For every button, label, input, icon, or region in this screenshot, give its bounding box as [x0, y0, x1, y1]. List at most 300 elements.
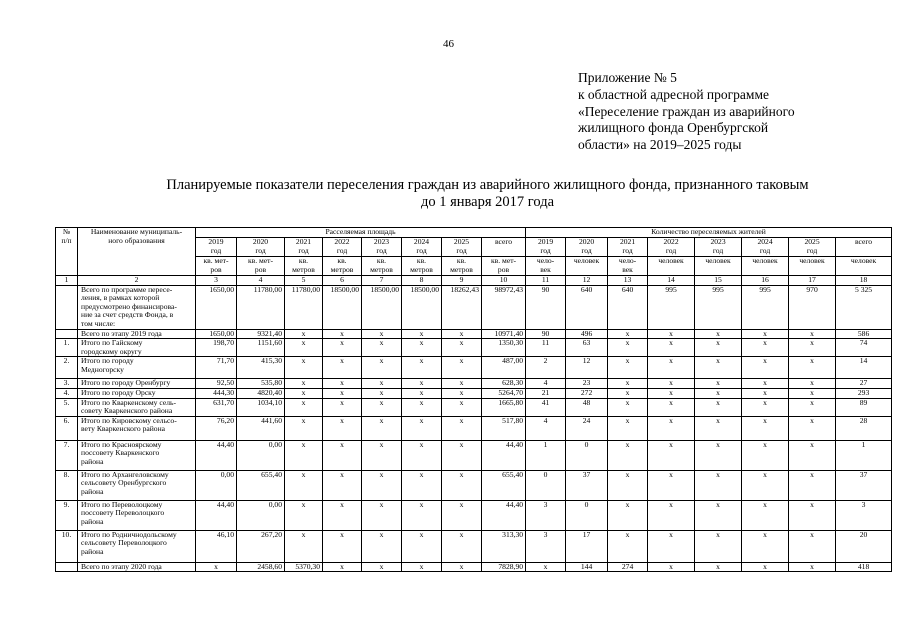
header-row: [56, 228, 892, 238]
area-value: 1665,80: [482, 398, 526, 416]
people-value: x: [608, 339, 648, 357]
header-people-unit: человек: [789, 257, 836, 276]
header-people-unit: человек: [648, 257, 695, 276]
people-value: x: [608, 530, 648, 562]
header-area-unit: кв. мет- ров: [196, 257, 237, 276]
area-value: 18500,00: [362, 285, 402, 329]
people-value: 0: [566, 440, 608, 470]
header-people-unit: человек: [742, 257, 789, 276]
people-value: x: [648, 500, 695, 530]
municipality-name: Всего по программе пересе- ления, в рамках которой предусмотрено финансирова- ние за счет средств Фонда, в том числе:: [78, 285, 196, 329]
appendix-line: к областной адресной программе: [578, 86, 769, 102]
row-number: 1.: [56, 339, 78, 357]
area-value: x: [402, 416, 442, 440]
header-people-unit: человек: [836, 257, 892, 276]
people-value: 37: [836, 470, 892, 500]
area-value: x: [442, 470, 482, 500]
area-value: x: [323, 500, 362, 530]
header-people-year: 2023 год: [695, 238, 742, 257]
area-value: x: [402, 329, 442, 339]
header-people-unit: чело- век: [526, 257, 566, 276]
people-value: 274: [608, 562, 648, 572]
people-value: x: [608, 379, 648, 389]
people-value: 27: [836, 379, 892, 389]
area-value: 441,60: [237, 416, 285, 440]
header-area-unit: кв. мет- ров: [237, 257, 285, 276]
area-value: 1650,00: [196, 329, 237, 339]
people-value: x: [695, 530, 742, 562]
column-number: 2: [78, 276, 196, 286]
area-value: 1350,30: [482, 339, 526, 357]
column-number: 12: [566, 276, 608, 286]
people-value: 3: [526, 530, 566, 562]
area-value: x: [362, 440, 402, 470]
area-value: x: [362, 416, 402, 440]
people-value: x: [789, 562, 836, 572]
people-value: 995: [648, 285, 695, 329]
people-value: 640: [566, 285, 608, 329]
area-value: x: [285, 500, 323, 530]
area-value: 1650,00: [196, 285, 237, 329]
header-people-unit: чело- век: [608, 257, 648, 276]
area-value: 0,00: [237, 500, 285, 530]
area-value: x: [285, 416, 323, 440]
table-row: [56, 379, 892, 389]
area-value: 0,00: [196, 470, 237, 500]
area-value: 655,40: [482, 470, 526, 500]
area-value: x: [323, 440, 362, 470]
people-value: x: [648, 562, 695, 572]
header-people-year: 2021 год: [608, 238, 648, 257]
people-value: x: [695, 388, 742, 398]
people-value: x: [789, 470, 836, 500]
header-area-unit: кв. метров: [285, 257, 323, 276]
area-value: x: [402, 379, 442, 389]
people-value: x: [742, 379, 789, 389]
area-value: x: [285, 530, 323, 562]
area-value: 46,10: [196, 530, 237, 562]
appendix-block: [578, 70, 795, 154]
people-value: 28: [836, 416, 892, 440]
row-number: [56, 329, 78, 339]
appendix-line: «Переселение граждан из аварийного: [578, 103, 795, 119]
area-value: 44,40: [482, 440, 526, 470]
people-value: 3: [526, 500, 566, 530]
area-value: 444,30: [196, 388, 237, 398]
people-value: 640: [608, 285, 648, 329]
municipality-name: Итого по Гайскому городскому округу: [78, 339, 196, 357]
people-value: x: [742, 500, 789, 530]
municipality-name: Итого по Переволоцкому поссовету Переволоцкого района: [78, 500, 196, 530]
area-value: 7828,90: [482, 562, 526, 572]
people-value: 418: [836, 562, 892, 572]
people-value: x: [789, 500, 836, 530]
header-people-year: 2024 год: [742, 238, 789, 257]
header-people-year: 2022 год: [648, 238, 695, 257]
people-value: x: [608, 470, 648, 500]
resettlement-table: [55, 227, 892, 572]
people-value: x: [742, 530, 789, 562]
header-area-year: 2020 год: [237, 238, 285, 257]
header-people-year: 2025 год: [789, 238, 836, 257]
people-value: x: [648, 379, 695, 389]
header-area-unit: кв. метров: [323, 257, 362, 276]
people-value: x: [742, 416, 789, 440]
column-number: 15: [695, 276, 742, 286]
people-value: 74: [836, 339, 892, 357]
area-value: 487,00: [482, 357, 526, 379]
area-value: x: [442, 440, 482, 470]
area-value: 5370,30: [285, 562, 323, 572]
people-value: x: [742, 329, 789, 339]
column-number: 16: [742, 276, 789, 286]
people-value: 41: [526, 398, 566, 416]
area-value: x: [323, 329, 362, 339]
area-value: x: [323, 398, 362, 416]
municipality-name: Всего по этапу 2019 года: [78, 329, 196, 339]
people-value: x: [695, 562, 742, 572]
people-value: x: [608, 388, 648, 398]
people-value: 89: [836, 398, 892, 416]
area-value: 1034,10: [237, 398, 285, 416]
municipality-name: Итого по Архангеловскому сельсовету Оренбургского района: [78, 470, 196, 500]
header-area-unit: кв. метров: [402, 257, 442, 276]
people-value: x: [789, 440, 836, 470]
area-value: 10971,40: [482, 329, 526, 339]
header-area-unit: кв. мет- ров: [482, 257, 526, 276]
people-value: 1: [526, 440, 566, 470]
people-value: 37: [566, 470, 608, 500]
area-value: x: [442, 388, 482, 398]
header-area-group: Расселяемая площадь: [196, 228, 526, 238]
table-row: [56, 339, 892, 357]
area-value: 628,30: [482, 379, 526, 389]
area-value: x: [442, 339, 482, 357]
column-number: 5: [285, 276, 323, 286]
area-value: x: [285, 440, 323, 470]
people-value: 144: [566, 562, 608, 572]
people-value: x: [648, 388, 695, 398]
table-row: [56, 500, 892, 530]
people-value: x: [648, 416, 695, 440]
table-row: [56, 398, 892, 416]
area-value: x: [323, 562, 362, 572]
people-value: 1: [836, 440, 892, 470]
area-value: 415,30: [237, 357, 285, 379]
area-value: 44,40: [196, 500, 237, 530]
people-value: x: [695, 500, 742, 530]
area-value: 4820,40: [237, 388, 285, 398]
municipality-name: Итого по Кировскому сельсо- вету Кваркенского района: [78, 416, 196, 440]
table-row: [56, 440, 892, 470]
header-area-unit: кв. метров: [442, 257, 482, 276]
area-value: x: [442, 416, 482, 440]
people-value: 48: [566, 398, 608, 416]
area-value: x: [402, 530, 442, 562]
people-value: x: [648, 357, 695, 379]
people-value: x: [789, 357, 836, 379]
area-value: 18500,00: [402, 285, 442, 329]
people-value: x: [695, 440, 742, 470]
row-number: [56, 562, 78, 572]
municipality-name: Итого по городу Медногорску: [78, 357, 196, 379]
column-number: 18: [836, 276, 892, 286]
people-value: 20: [836, 530, 892, 562]
area-value: x: [362, 339, 402, 357]
column-number: 1: [56, 276, 78, 286]
header-people-unit: человек: [695, 257, 742, 276]
area-value: x: [323, 388, 362, 398]
people-value: x: [608, 398, 648, 416]
people-value: x: [648, 329, 695, 339]
column-number: 17: [789, 276, 836, 286]
area-value: 1151,60: [237, 339, 285, 357]
header-people-year: 2020 год: [566, 238, 608, 257]
area-value: x: [442, 357, 482, 379]
people-value: x: [648, 398, 695, 416]
area-value: 5264,70: [482, 388, 526, 398]
area-value: x: [402, 388, 442, 398]
people-value: 4: [526, 416, 566, 440]
appendix-line: области» на 2019–2025 годы: [578, 137, 742, 153]
municipality-name: Итого по Красноярскому поссовету Кваркенского района: [78, 440, 196, 470]
area-value: 71,70: [196, 357, 237, 379]
table-row: [56, 530, 892, 562]
people-value: x: [789, 416, 836, 440]
people-value: x: [789, 329, 836, 339]
people-value: x: [789, 339, 836, 357]
people-value: x: [789, 530, 836, 562]
people-value: 995: [742, 285, 789, 329]
area-value: x: [442, 500, 482, 530]
area-value: x: [442, 379, 482, 389]
table-row: [56, 285, 892, 329]
people-value: 586: [836, 329, 892, 339]
column-number: 4: [237, 276, 285, 286]
area-value: 18262,43: [442, 285, 482, 329]
area-value: x: [402, 398, 442, 416]
people-value: x: [648, 440, 695, 470]
header-area-year: 2021 год: [285, 238, 323, 257]
people-value: x: [695, 416, 742, 440]
area-value: 631,70: [196, 398, 237, 416]
people-value: x: [695, 470, 742, 500]
people-value: x: [695, 339, 742, 357]
people-value: 14: [836, 357, 892, 379]
column-number: 6: [323, 276, 362, 286]
municipality-name: Итого по Кваркенскому сель- совету Кваркенского района: [78, 398, 196, 416]
area-value: x: [402, 470, 442, 500]
area-value: x: [285, 398, 323, 416]
people-value: x: [742, 398, 789, 416]
area-value: x: [362, 357, 402, 379]
header-area-year: 2022 год: [323, 238, 362, 257]
people-value: x: [742, 562, 789, 572]
area-value: x: [362, 470, 402, 500]
area-value: x: [362, 329, 402, 339]
area-value: x: [442, 398, 482, 416]
row-number: [56, 285, 78, 329]
area-value: 11780,00: [285, 285, 323, 329]
area-value: x: [362, 562, 402, 572]
people-value: x: [526, 562, 566, 572]
row-number: 7.: [56, 440, 78, 470]
header-number: № п/п: [56, 228, 78, 276]
people-value: x: [648, 530, 695, 562]
header-municipality: Наименование муниципаль- ного образования: [78, 228, 196, 276]
people-value: x: [648, 470, 695, 500]
area-value: x: [285, 379, 323, 389]
people-value: 90: [526, 285, 566, 329]
area-value: x: [402, 562, 442, 572]
appendix-line: Приложение № 5: [578, 70, 677, 85]
area-value: 11780,00: [237, 285, 285, 329]
table-row: [56, 562, 892, 572]
municipality-name: Итого по Родничнодольскому сельсовету Переволоцкого района: [78, 530, 196, 562]
area-value: 18500,00: [323, 285, 362, 329]
people-value: x: [695, 398, 742, 416]
page-number: 46: [443, 38, 454, 50]
document-title: [120, 177, 855, 211]
area-value: x: [362, 500, 402, 530]
area-value: x: [285, 388, 323, 398]
table-row: [56, 388, 892, 398]
people-value: x: [648, 339, 695, 357]
people-value: x: [789, 379, 836, 389]
people-value: 995: [695, 285, 742, 329]
area-value: x: [362, 398, 402, 416]
area-value: x: [323, 379, 362, 389]
title-line: до 1 января 2017 года: [420, 194, 555, 210]
area-value: x: [323, 470, 362, 500]
area-value: 9321,40: [237, 329, 285, 339]
area-value: 655,40: [237, 470, 285, 500]
column-number-row: [56, 276, 892, 286]
people-value: 2: [526, 357, 566, 379]
people-value: 12: [566, 357, 608, 379]
column-number: 11: [526, 276, 566, 286]
people-value: 0: [526, 470, 566, 500]
area-value: x: [196, 562, 237, 572]
table-row: [56, 416, 892, 440]
people-value: x: [742, 470, 789, 500]
area-value: x: [362, 379, 402, 389]
people-value: 293: [836, 388, 892, 398]
people-value: x: [742, 388, 789, 398]
header-area-year: 2025 год: [442, 238, 482, 257]
people-value: x: [608, 329, 648, 339]
people-value: 23: [566, 379, 608, 389]
people-value: 5 325: [836, 285, 892, 329]
column-number: 14: [648, 276, 695, 286]
people-value: x: [608, 500, 648, 530]
people-value: x: [742, 357, 789, 379]
people-value: x: [695, 329, 742, 339]
header-area-unit: кв. метров: [362, 257, 402, 276]
people-value: 3: [836, 500, 892, 530]
area-value: x: [442, 530, 482, 562]
area-value: x: [323, 416, 362, 440]
area-value: 92,50: [196, 379, 237, 389]
area-value: 76,20: [196, 416, 237, 440]
people-value: 17: [566, 530, 608, 562]
column-number: 7: [362, 276, 402, 286]
header-people-year: всего: [836, 238, 892, 257]
area-value: x: [323, 530, 362, 562]
column-number: 3: [196, 276, 237, 286]
people-value: x: [695, 357, 742, 379]
people-value: x: [608, 416, 648, 440]
row-number: 10.: [56, 530, 78, 562]
area-value: 313,30: [482, 530, 526, 562]
people-value: 4: [526, 379, 566, 389]
people-value: x: [742, 440, 789, 470]
area-value: x: [285, 357, 323, 379]
area-value: x: [285, 329, 323, 339]
table-row: [56, 329, 892, 339]
area-value: 44,40: [196, 440, 237, 470]
row-number: 9.: [56, 500, 78, 530]
area-value: x: [362, 530, 402, 562]
column-number: 13: [608, 276, 648, 286]
area-value: 98972,43: [482, 285, 526, 329]
people-value: 21: [526, 388, 566, 398]
row-number: 5.: [56, 398, 78, 416]
header-area-year: 2023 год: [362, 238, 402, 257]
header-people-group: Количество переселяемых жителей: [526, 228, 892, 238]
header-area-year: 2019 год: [196, 238, 237, 257]
people-value: 496: [566, 329, 608, 339]
title-line: Планируемые показатели переселения граждан из аварийного жилищного фонда, признанного таковым: [166, 177, 809, 193]
area-value: 0,00: [237, 440, 285, 470]
area-value: x: [323, 339, 362, 357]
municipality-name: Итого по городу Оренбургу: [78, 379, 196, 389]
area-value: x: [285, 339, 323, 357]
area-value: 198,70: [196, 339, 237, 357]
row-number: 2.: [56, 357, 78, 379]
header-people-unit: человек: [566, 257, 608, 276]
people-value: x: [695, 379, 742, 389]
area-value: x: [323, 357, 362, 379]
area-value: 517,80: [482, 416, 526, 440]
people-value: 0: [566, 500, 608, 530]
area-value: x: [402, 500, 442, 530]
people-value: 63: [566, 339, 608, 357]
row-number: 4.: [56, 388, 78, 398]
area-value: x: [362, 388, 402, 398]
area-value: x: [442, 329, 482, 339]
column-number: 8: [402, 276, 442, 286]
area-value: x: [442, 562, 482, 572]
area-value: 2458,60: [237, 562, 285, 572]
municipality-name: Всего по этапу 2020 года: [78, 562, 196, 572]
municipality-name: Итого по городу Орску: [78, 388, 196, 398]
header-people-year: 2019 год: [526, 238, 566, 257]
people-value: x: [789, 398, 836, 416]
people-value: x: [608, 440, 648, 470]
header-area-year: 2024 год: [402, 238, 442, 257]
row-number: 3.: [56, 379, 78, 389]
area-value: 44,40: [482, 500, 526, 530]
table-row: [56, 470, 892, 500]
people-value: 272: [566, 388, 608, 398]
area-value: x: [402, 357, 442, 379]
appendix-line: жилищного фонда Оренбургской: [578, 120, 769, 136]
area-value: x: [402, 440, 442, 470]
column-number: 9: [442, 276, 482, 286]
people-value: x: [742, 339, 789, 357]
area-value: 535,80: [237, 379, 285, 389]
